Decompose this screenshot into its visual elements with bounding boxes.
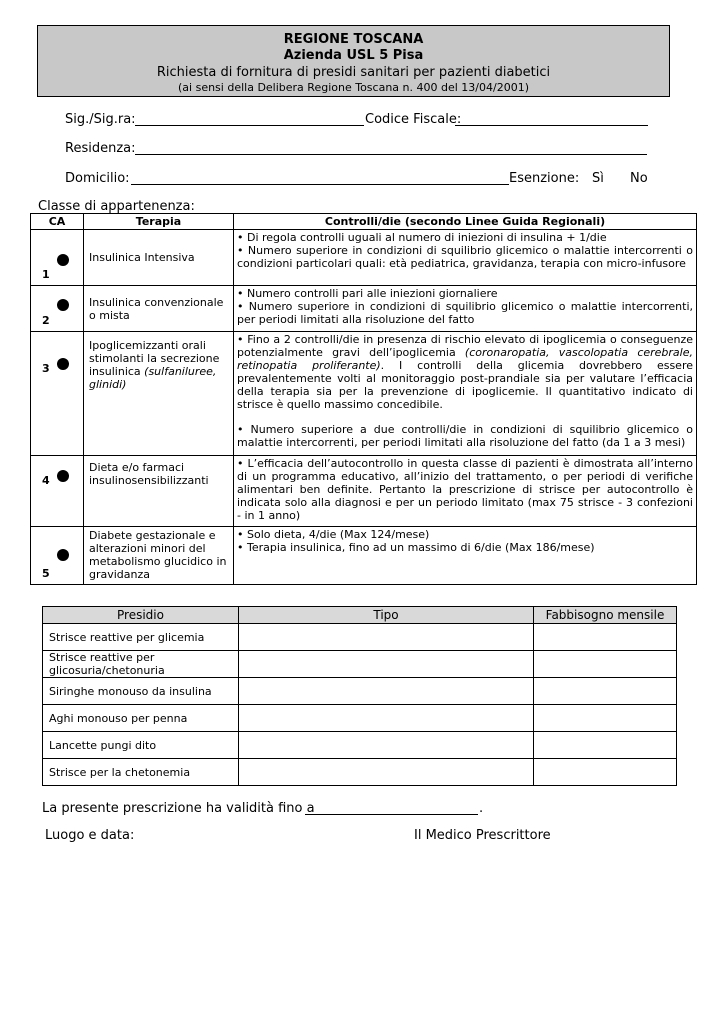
classe-label: Classe di appartenenza: bbox=[38, 199, 195, 214]
controlli-line: • Numero controlli pari alle iniezioni giornaliere bbox=[237, 287, 498, 300]
controlli-text: . I controlli della glicemia dovrebbero essere prevalentemente volti al monitoraggio post-prandiale sia per valutare l’efficacia della terapia sia per la prevenzione di ipoglicemie. Il quantitativo indicato di strisce è quello massimo concedibile. bbox=[237, 359, 693, 411]
fabbisogno-input[interactable] bbox=[534, 678, 677, 705]
domicilio-label: Domicilio: bbox=[65, 171, 130, 186]
controlli-cell bbox=[234, 456, 697, 527]
esenzione-si-option[interactable]: Sì bbox=[592, 171, 604, 186]
header-presidio: Presidio bbox=[43, 607, 239, 624]
residenza-label: Residenza: bbox=[65, 141, 136, 156]
bullet-dot-icon bbox=[57, 549, 69, 561]
domicilio-input[interactable] bbox=[131, 170, 509, 185]
controlli-line: • Numero superiore a due controlli/die in condizioni di squilibrio glicemico o malattie intercorrenti, per periodi limitati alla risoluzione del fatto (da 1 a 3 mesi) bbox=[237, 423, 693, 449]
table-header-row bbox=[43, 607, 677, 624]
controlli-italic: (coronaropatia, vascolopatia cerebrale, retinopatia proliferante) bbox=[237, 346, 693, 372]
ca-cell-5[interactable] bbox=[31, 527, 84, 585]
residenza-input[interactable] bbox=[135, 140, 647, 155]
esenzione-label: Esenzione: bbox=[509, 171, 580, 186]
ca-number: 3 bbox=[42, 362, 50, 375]
fabbisogno-input[interactable] bbox=[534, 759, 677, 786]
controlli-cell bbox=[234, 230, 697, 286]
luogo-data-label: Luogo e data: bbox=[45, 828, 135, 843]
presidi-table bbox=[42, 606, 677, 786]
tipo-input[interactable] bbox=[239, 651, 534, 678]
validita-input[interactable] bbox=[305, 800, 478, 815]
table-row bbox=[31, 230, 697, 286]
controlli-text: • Fino a 2 controlli/die in presenza di rischio elevato di ipoglicemia o conseguenze potenzialmente gravi dell’ipoglicemia bbox=[237, 333, 693, 359]
table-header-row bbox=[31, 214, 697, 230]
controlli-line: • Terapia insulinica, fino ad un massimo di 6/die (Max 186/mese) bbox=[237, 541, 595, 554]
ca-cell-4[interactable] bbox=[31, 456, 84, 527]
header-ca: CA bbox=[31, 214, 84, 230]
terapia-cell: Diabete gestazionale e alterazioni minori del metabolismo glucidico in gravidanza bbox=[84, 527, 234, 585]
form-title: Richiesta di fornitura di presidi sanitari per pazienti diabetici bbox=[156, 65, 551, 80]
validita-period: . bbox=[479, 801, 484, 816]
codice-fiscale-input[interactable] bbox=[455, 111, 648, 126]
presidio-cell: Siringhe monouso da insulina bbox=[43, 678, 239, 705]
presidio-cell: Aghi monouso per penna bbox=[43, 705, 239, 732]
validita-label: La presente prescrizione ha validità fino a bbox=[42, 801, 315, 816]
table-row bbox=[31, 456, 697, 527]
terapia-text: Ipoglicemizzanti orali stimolanti la secrezione insulinica bbox=[89, 339, 220, 378]
presidio-cell: Strisce reattive per glicemia bbox=[43, 624, 239, 651]
sig-input[interactable] bbox=[135, 111, 364, 126]
table-row bbox=[43, 705, 677, 732]
header-controlli: Controlli/die (secondo Linee Guida Regionali) bbox=[234, 214, 697, 230]
ca-number: 2 bbox=[42, 314, 50, 327]
table-row bbox=[43, 732, 677, 759]
tipo-input[interactable] bbox=[239, 624, 534, 651]
presidio-cell: Strisce per la chetonemia bbox=[43, 759, 239, 786]
controlli-line: • L’efficacia dell’autocontrollo in questa classe di pazienti è dimostrata all’interno di un programma educativo, all’inizio del trattamento, o per periodi di verifiche alimentari ben definite. Pertanto la prescrizione di strisce per autocontrollo è indicata solo alla diagnosi e per un periodo limitato (max 75 strisce - 3 confezioni - in 1 anno) bbox=[237, 457, 693, 522]
header-terapia: Terapia bbox=[84, 214, 234, 230]
table-row bbox=[31, 527, 697, 585]
fabbisogno-input[interactable] bbox=[534, 651, 677, 678]
bullet-dot-icon bbox=[57, 358, 69, 370]
controlli-line: • Solo dieta, 4/die (Max 124/mese) bbox=[237, 528, 430, 541]
ca-number: 1 bbox=[42, 268, 50, 281]
controlli-line: • Numero superiore in condizioni di squilibrio glicemico o malattie intercorrenti o condizioni particolari quali: età pediatrica, gravidanza, terapia con micro-infusore bbox=[237, 244, 693, 270]
sig-label: Sig./Sig.ra: bbox=[65, 112, 136, 127]
tipo-input[interactable] bbox=[239, 759, 534, 786]
ca-number: 4 bbox=[42, 474, 50, 487]
bullet-dot-icon bbox=[57, 254, 69, 266]
tipo-input[interactable] bbox=[239, 732, 534, 759]
ca-cell-1[interactable] bbox=[31, 230, 84, 286]
terapia-cell: Insulinica convenzionale o mista bbox=[84, 286, 234, 332]
terapia-cell: Dieta e/o farmaci insulinosensibilizzanti bbox=[84, 456, 234, 527]
table-row bbox=[43, 759, 677, 786]
terapia-italic: (sulfaniluree, glinidi) bbox=[89, 365, 217, 391]
tipo-input[interactable] bbox=[239, 705, 534, 732]
table-row bbox=[31, 286, 697, 332]
fabbisogno-input[interactable] bbox=[534, 624, 677, 651]
table-row bbox=[43, 624, 677, 651]
tipo-input[interactable] bbox=[239, 678, 534, 705]
header-fabbisogno: Fabbisogno mensile bbox=[534, 607, 677, 624]
classe-table bbox=[30, 213, 697, 585]
terapia-cell bbox=[84, 332, 234, 456]
header-tipo: Tipo bbox=[239, 607, 534, 624]
bullet-dot-icon bbox=[57, 470, 69, 482]
esenzione-no-option[interactable]: No bbox=[630, 171, 648, 186]
ca-number: 5 bbox=[42, 567, 50, 580]
terapia-cell: Insulinica Intensiva bbox=[84, 230, 234, 286]
region-title: REGIONE TOSCANA bbox=[283, 32, 424, 47]
controlli-line: • Numero superiore in condizioni di squilibrio glicemico o malattie intercorrenti, per periodi limitati alla risoluzione del fatto bbox=[237, 300, 693, 326]
controlli-cell bbox=[234, 286, 697, 332]
presidio-cell: Strisce reattive per glicosuria/chetonuria bbox=[43, 651, 239, 678]
fabbisogno-input[interactable] bbox=[534, 732, 677, 759]
ca-cell-3[interactable] bbox=[31, 332, 84, 456]
controlli-line: • Di regola controlli uguali al numero di iniezioni di insulina + 1/die bbox=[237, 231, 607, 244]
fabbisogno-input[interactable] bbox=[534, 705, 677, 732]
document-header bbox=[37, 25, 670, 97]
controlli-cell bbox=[234, 332, 697, 456]
azienda-title: Azienda USL 5 Pisa bbox=[283, 48, 424, 63]
bullet-dot-icon bbox=[57, 299, 69, 311]
table-row bbox=[43, 651, 677, 678]
medico-label: Il Medico Prescrittore bbox=[414, 828, 551, 843]
form-subtitle: (ai sensi della Delibera Regione Toscana n. 400 del 13/04/2001) bbox=[178, 81, 529, 94]
table-row bbox=[43, 678, 677, 705]
ca-cell-2[interactable] bbox=[31, 286, 84, 332]
presidio-cell: Lancette pungi dito bbox=[43, 732, 239, 759]
table-row bbox=[31, 332, 697, 456]
controlli-cell bbox=[234, 527, 697, 585]
codice-fiscale-label: Codice Fiscale: bbox=[365, 112, 462, 127]
